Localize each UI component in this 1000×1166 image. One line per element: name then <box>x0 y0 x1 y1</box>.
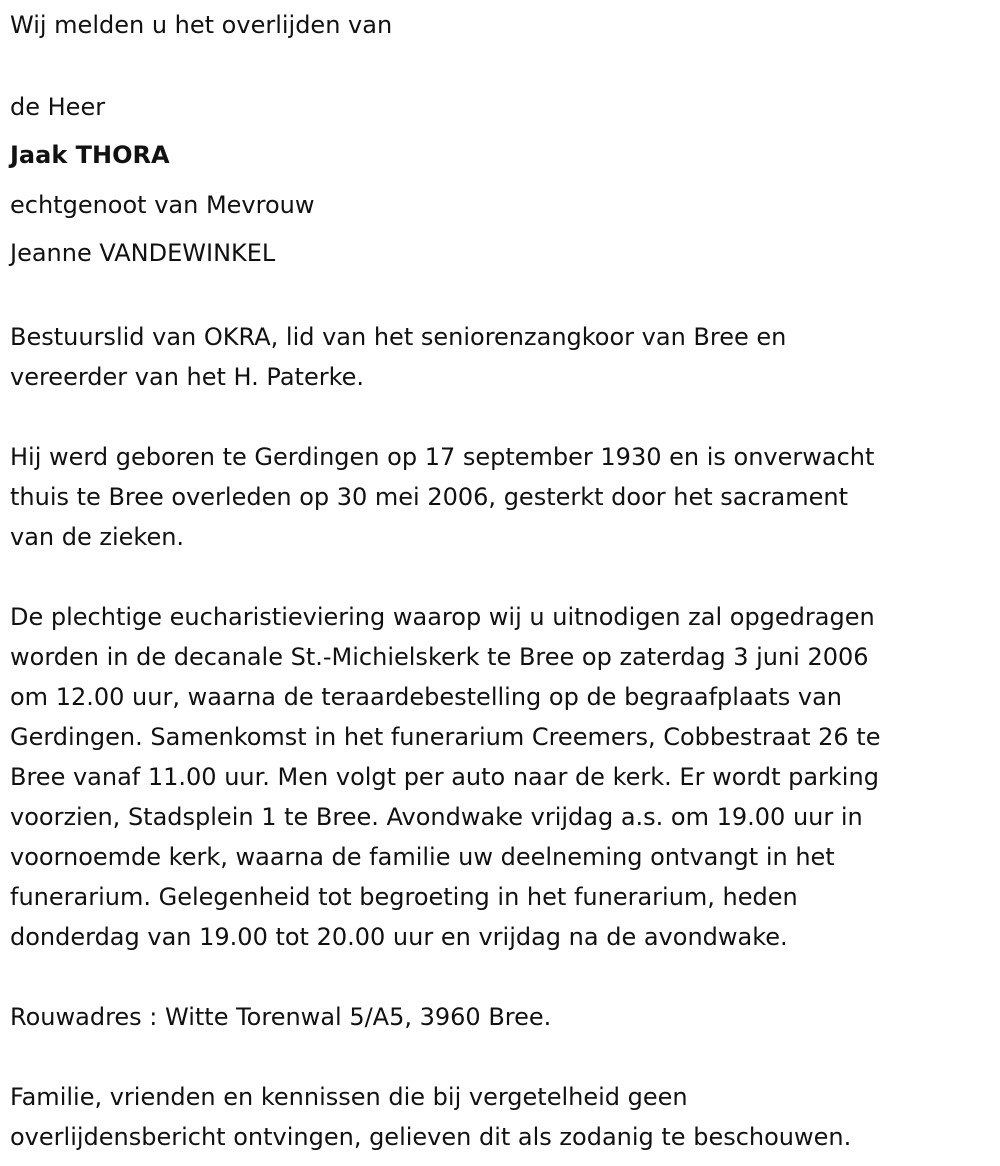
paragraph-line: voornoemde kerk, waarna de familie uw deelneming ontvangt in het <box>10 843 835 871</box>
paragraph-line: funerarium. Gelegenheid tot begroeting in het funerarium, heden <box>10 883 798 911</box>
paragraph-line: thuis te Bree overleden op 30 mei 2006, gesterkt door het sacrament <box>10 483 849 511</box>
closing-paragraph <box>10 1077 990 1157</box>
paragraph-line: om 12.00 uur, waarna de teraardebestelling op de begraafplaats van <box>10 683 843 711</box>
birth-death-paragraph <box>10 437 990 557</box>
death-announcement <box>10 0 990 1157</box>
paragraph-line: voorzien, Stadsplein 1 te Bree. Avondwake vrijdag a.s. om 19.00 uur in <box>10 803 863 831</box>
spouse-name: Jeanne VANDEWINKEL <box>10 239 276 267</box>
paragraph-line: Hij werd geboren te Gerdingen op 17 september 1930 en is onverwacht <box>10 443 875 471</box>
paragraph-line: vereerder van het H. Paterke. <box>10 363 365 391</box>
address-paragraph <box>10 997 990 1037</box>
paragraph-line: Gerdingen. Samenkomst in het funerarium Creemers, Cobbestraat 26 te <box>10 723 881 751</box>
mourning-address: Rouwadres : Witte Torenwal 5/A5, 3960 Bree. <box>10 1003 552 1031</box>
ceremony-paragraph <box>10 597 990 957</box>
intro-text: Wij melden u het overlijden van <box>10 11 393 39</box>
paragraph-line: van de zieken. <box>10 523 185 551</box>
paragraph-line: donderdag van 19.00 tot 20.00 uur en vrijdag na de avondwake. <box>10 923 788 951</box>
honorific: de Heer <box>10 93 106 121</box>
paragraph-line: De plechtige eucharistieviering waarop wij u uitnodigen zal opgedragen <box>10 603 875 631</box>
paragraph-line: overlijdensbericht ontvingen, gelieven dit als zodanig te beschouwen. <box>10 1123 852 1151</box>
paragraph-line: Bree vanaf 11.00 uur. Men volgt per auto naar de kerk. Er wordt parking <box>10 763 879 791</box>
paragraph-line: Familie, vrienden en kennissen die bij vergetelheid geen <box>10 1083 688 1111</box>
paragraph-line: Bestuurslid van OKRA, lid van het seniorenzangkoor van Bree en <box>10 323 787 351</box>
spouse-label: echtgenoot van Mevrouw <box>10 191 315 219</box>
paragraph-line: worden in de decanale St.-Michielskerk te Bree op zaterdag 3 juni 2006 <box>10 643 869 671</box>
roles-paragraph <box>10 317 990 397</box>
deceased-name: Jaak THORA <box>10 141 170 169</box>
